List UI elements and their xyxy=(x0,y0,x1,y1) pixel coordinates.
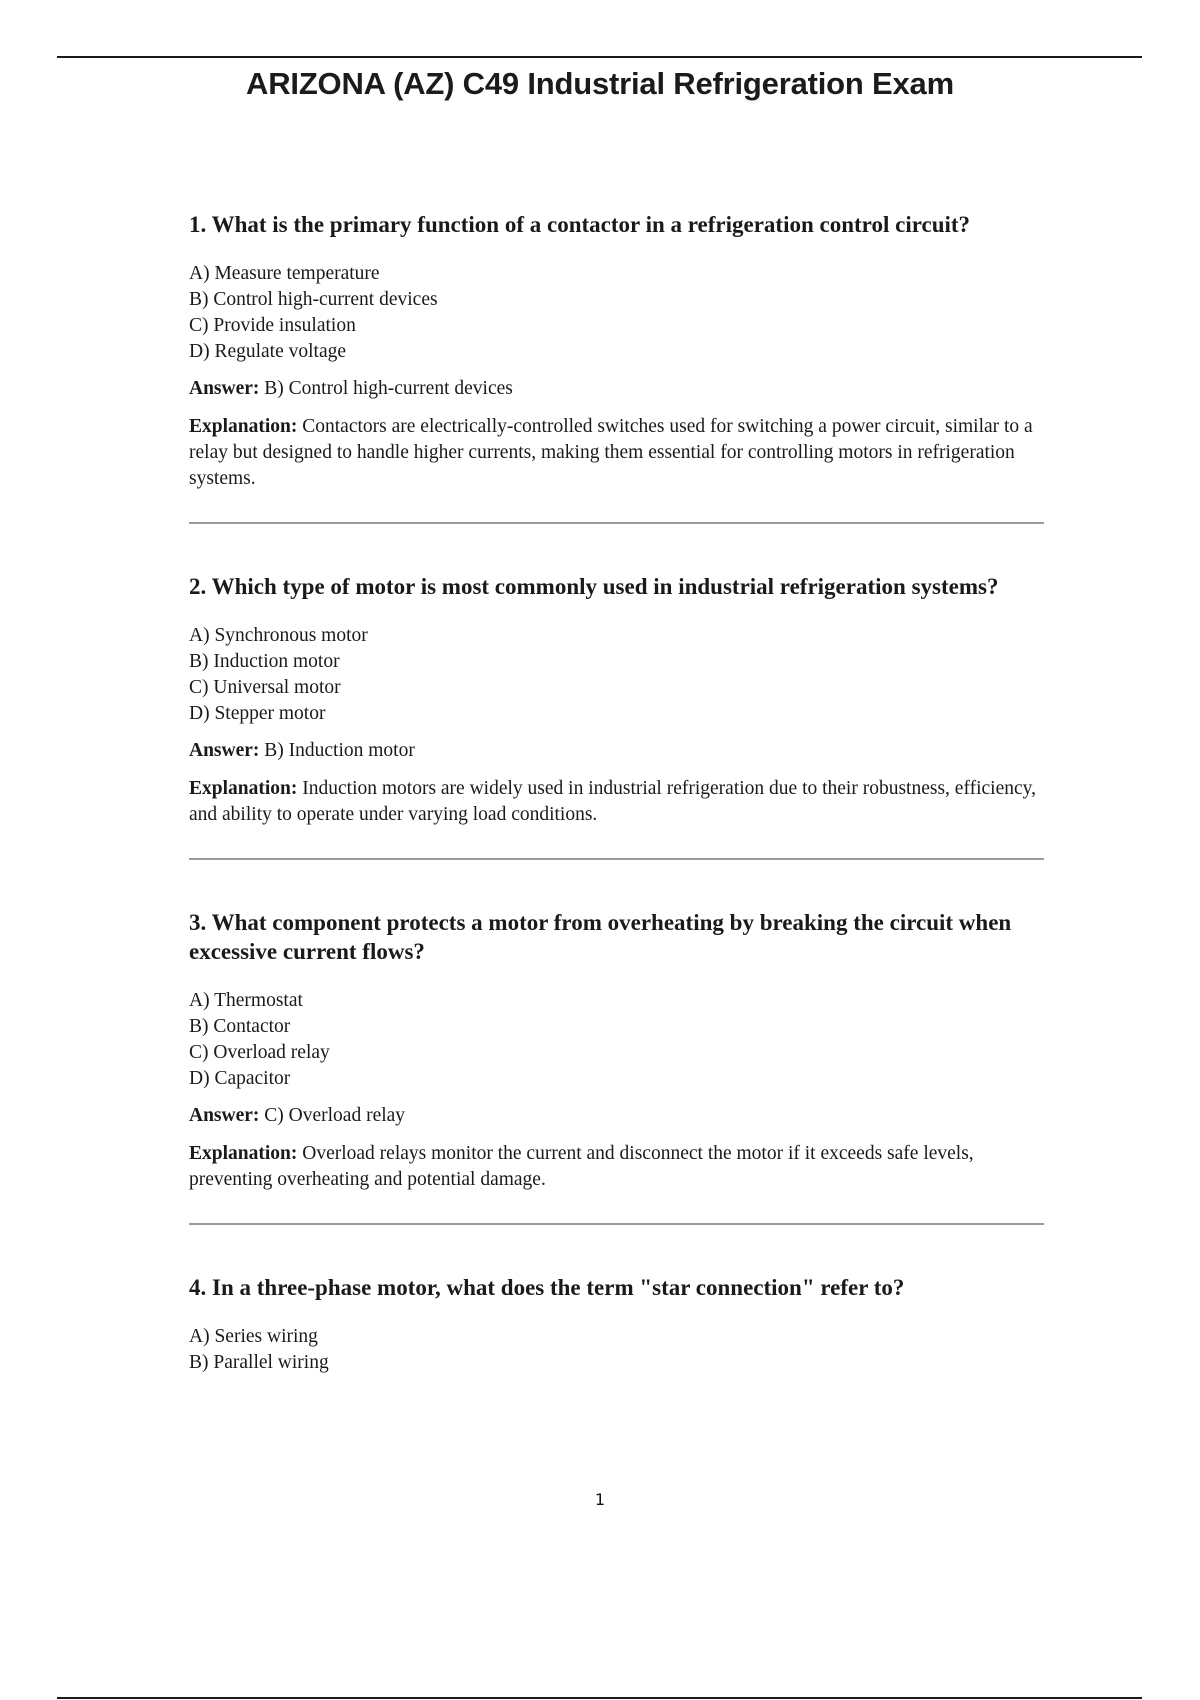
option-b: B) Parallel wiring xyxy=(189,1352,329,1373)
exam-content xyxy=(189,210,1044,1387)
option-a: A) Thermostat xyxy=(189,990,303,1011)
explanation xyxy=(189,414,1044,492)
option-b: B) Control high-current devices xyxy=(189,289,438,310)
option-list xyxy=(189,623,1044,727)
option-c: C) Provide insulation xyxy=(189,315,356,336)
option-a: A) Synchronous motor xyxy=(189,625,368,646)
explanation-label: Explanation: xyxy=(189,778,298,799)
option-list xyxy=(189,1324,1044,1376)
document-title: ARIZONA (AZ) C49 Industrial Refrigeration Exam xyxy=(246,66,954,101)
page-number: 1 xyxy=(594,1490,606,1509)
question-2 xyxy=(189,572,1044,828)
explanation-label: Explanation: xyxy=(189,416,298,437)
option-c: C) Universal motor xyxy=(189,677,341,698)
answer-label: Answer: xyxy=(189,1105,260,1126)
question-separator xyxy=(189,522,1044,524)
option-a: A) Measure temperature xyxy=(189,263,380,284)
explanation xyxy=(189,776,1044,828)
answer-text: C) Overload relay xyxy=(264,1105,406,1126)
option-c: C) Overload relay xyxy=(189,1042,330,1063)
answer xyxy=(189,738,1044,764)
answer-label: Answer: xyxy=(189,378,260,399)
answer-label: Answer: xyxy=(189,740,260,761)
header-rule xyxy=(57,56,1142,58)
explanation-text: Overload relays monitor the current and disconnect the motor if it exceeds safe levels, preventing overheating and potential damage. xyxy=(189,1143,974,1190)
explanation-text: Contactors are electrically-controlled switches used for switching a power circuit, similar to a relay but designed to handle higher currents, making them essential for controlling motors in refrigeration systems. xyxy=(189,416,1033,489)
option-list xyxy=(189,988,1044,1092)
explanation-label: Explanation: xyxy=(189,1143,298,1164)
question-separator xyxy=(189,1223,1044,1225)
option-b: B) Contactor xyxy=(189,1016,291,1037)
question-1 xyxy=(189,210,1044,492)
option-b: B) Induction motor xyxy=(189,651,340,672)
option-d: D) Regulate voltage xyxy=(189,341,347,362)
question-title: 1. What is the primary function of a contactor in a refrigeration control circuit? xyxy=(189,212,971,237)
option-list xyxy=(189,261,1044,365)
explanation-text: Induction motors are widely used in industrial refrigeration due to their robustness, efficiency, and ability to operate under varying load conditions. xyxy=(189,778,1037,825)
option-a: A) Series wiring xyxy=(189,1326,318,1347)
question-3 xyxy=(189,908,1044,1193)
answer-text: B) Induction motor xyxy=(264,740,415,761)
answer xyxy=(189,376,1044,402)
question-title: 4. In a three-phase motor, what does the term "star connection" refer to? xyxy=(189,1275,905,1300)
option-d: D) Capacitor xyxy=(189,1068,291,1089)
question-separator xyxy=(189,858,1044,860)
question-title: 3. What component protects a motor from overheating by breaking the circuit when excessive current flows? xyxy=(189,910,1012,964)
explanation xyxy=(189,1141,1044,1193)
footer-rule xyxy=(57,1697,1142,1699)
option-d: D) Stepper motor xyxy=(189,703,326,724)
question-title: 2. Which type of motor is most commonly used in industrial refrigeration systems? xyxy=(189,574,999,599)
answer xyxy=(189,1103,1044,1129)
question-4 xyxy=(189,1273,1044,1376)
answer-text: B) Control high-current devices xyxy=(264,378,513,399)
